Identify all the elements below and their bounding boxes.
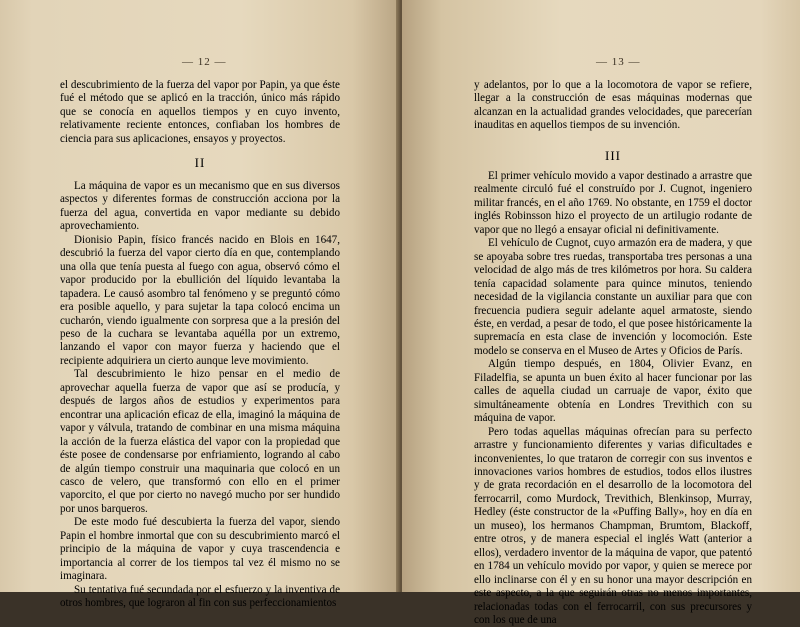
right-paragraph: El vehículo de Cugnot, cuyo armazón era de madera, y que se apoyaba sobre tres ruedas, transportaba tres personas a una velocidad de algo más de tres kilómetros por hora. Su caldera tenía capacidad solamente para quince minutos, teniendo necesidad de la vigilancia constante un auxiliar para que con frecuencia pudiera seguir adelante aquel armatoste, siendo éste, en verdad, a pesar de todo, el que posee históricamente la supremacía en esta clase de invención y locomoción. Este modelo se conserva en el Museo de Artes y Oficios de París. (474, 237, 752, 357)
left-paragraph: De este modo fué descubierta la fuerza del vapor, siendo Papin el hombre inmortal que con su descubrimiento marcó el principio de la máquina de vapor y cuya trascendencia e importancia al correr de los tiempos tal vez él mismo no se imaginara. (60, 516, 340, 583)
right-paragraph: El primer vehículo movido a vapor destinado a arrastre que realmente circuló fué el construído por J. Cugnot, ingeniero militar francés, en el año 1769. No obstante, en 1759 el doctor inglés Robinsson hizo el proyecto de un artilugio rodante de vapor que no llegó a ensayar oficial ni definitivamente. (474, 170, 752, 236)
right-section-heading: III (605, 148, 621, 163)
right-body-text (474, 170, 752, 627)
left-page-number: — 12 — (182, 56, 227, 68)
left-paragraph: Dionisio Papin, físico francés nacido en Blois en 1647, descubrió la fuerza del vapor cierto día en que, contemplando una olla que tenía puesta al fuego con agua, observó cómo el vapor producido por la ebullición del líquido levantaba la tapadera. Le causó asombro tal fenómeno y se preguntó cómo era posible aquello, y para sujetar la tapa colocó encima un cucharón, viendo igualmente con sorpresa que a la presión del peso de la cuchara se levantaba aquélla por un extremo, lanzando el vapor con mayor fuerza y haciendo que el recipiente adquiriera un cierto aunque leve movimiento. (60, 233, 340, 367)
left-paragraph: Su tentativa fué secundada por el esfuerzo y la inventiva de otros hombres, que lograron al fin con sus perfeccionamientos (60, 583, 340, 610)
left-body-text (60, 180, 340, 611)
right-paragraph: Algún tiempo después, en 1804, Olivier Evanz, en Filadelfia, se apunta un buen éxito al hacer funcionar por las calles de aquella ciudad un carruaje de vapor, éxito que simultáneamente obtenía en Londres Trevithich con su máquina de vapor. (474, 358, 752, 425)
right-page-number: — 13 — (596, 56, 641, 68)
right-continuation-paragraph: y adelantos, por lo que a la locomotora de vapor se refiere, llegar a la construcción de esas máquinas modernas que alcanzan en la actualidad grandes velocidades, que parecerían inauditas en aquellos tiempos de su invención. (474, 79, 752, 132)
left-continuation-paragraph: el descubrimiento de la fuerza del vapor por Papin, ya que éste fué el método que se aplicó en la tracción, único más rápido que se conocía en aquellos tiempos y en cuyo invento, relativamente reciente entonces, confiaban los hombres de ciencia para sus aplicaciones, ensayos y proyectos. (60, 79, 340, 145)
left-paragraph: La máquina de vapor es un mecanismo que en sus diversos aspectos y diferentes formas de construcción acciona por la fuerza del agua, convertida en vapor mediante su debido aprovechamiento. (60, 180, 340, 233)
right-paragraph: Pero todas aquellas máquinas ofrecían para su perfecto arrastre y funcionamiento diferentes y varias dificultades e inconvenientes, lo que trataron de corregir con sus inventos e innovaciones varios hombres de estudios, todos ellos ilustres y de grata recordación en el desarrollo de la locomotora del ferrocarril, como Murdock, Trevithich, Blenkinsop, Murray, Hedley (éste constructor de la «Puffing Bally», hoy en día en un museo), los hermanos Champman, Brumtom, Blackoff, entre otros, y de manera especial el inglés Watt (anterior a ellos), verdadero inventor de la máquina de vapor, que patentó en 1784 un vehículo movido por vapor, y quien se merece por ello inclinarse con él y en su honor una mayor descripción en este aspecto, a la que seguirán otras no menos importantes, relacionadas todas con el ferrocarril, con sus precursores y con los que de una (474, 425, 752, 626)
left-section-heading: II (194, 155, 206, 170)
left-paragraph: Tal descubrimiento le hizo pensar en el medio de aprovechar aquella fuerza de vapor que así se producía, y después de largos años de estudios y experimentos para encontrar una aplicación eficaz de ella, imaginó la máquina de vapor y válvula, tratando de combinar en una misma máquina la acción de la fuerza elástica del vapor con la propiedad que éste posee de condensarse por enfriamiento, logrando al cabo de algún tiempo construir una maquinaria que colocó en un casco de velero, que transformó con ello en el primer vaporcito, el que por cierto no navegó mucho por ser hundido por unos barqueros. (60, 368, 340, 515)
left-top-paragraph (60, 79, 340, 146)
right-top-paragraph (474, 79, 752, 133)
